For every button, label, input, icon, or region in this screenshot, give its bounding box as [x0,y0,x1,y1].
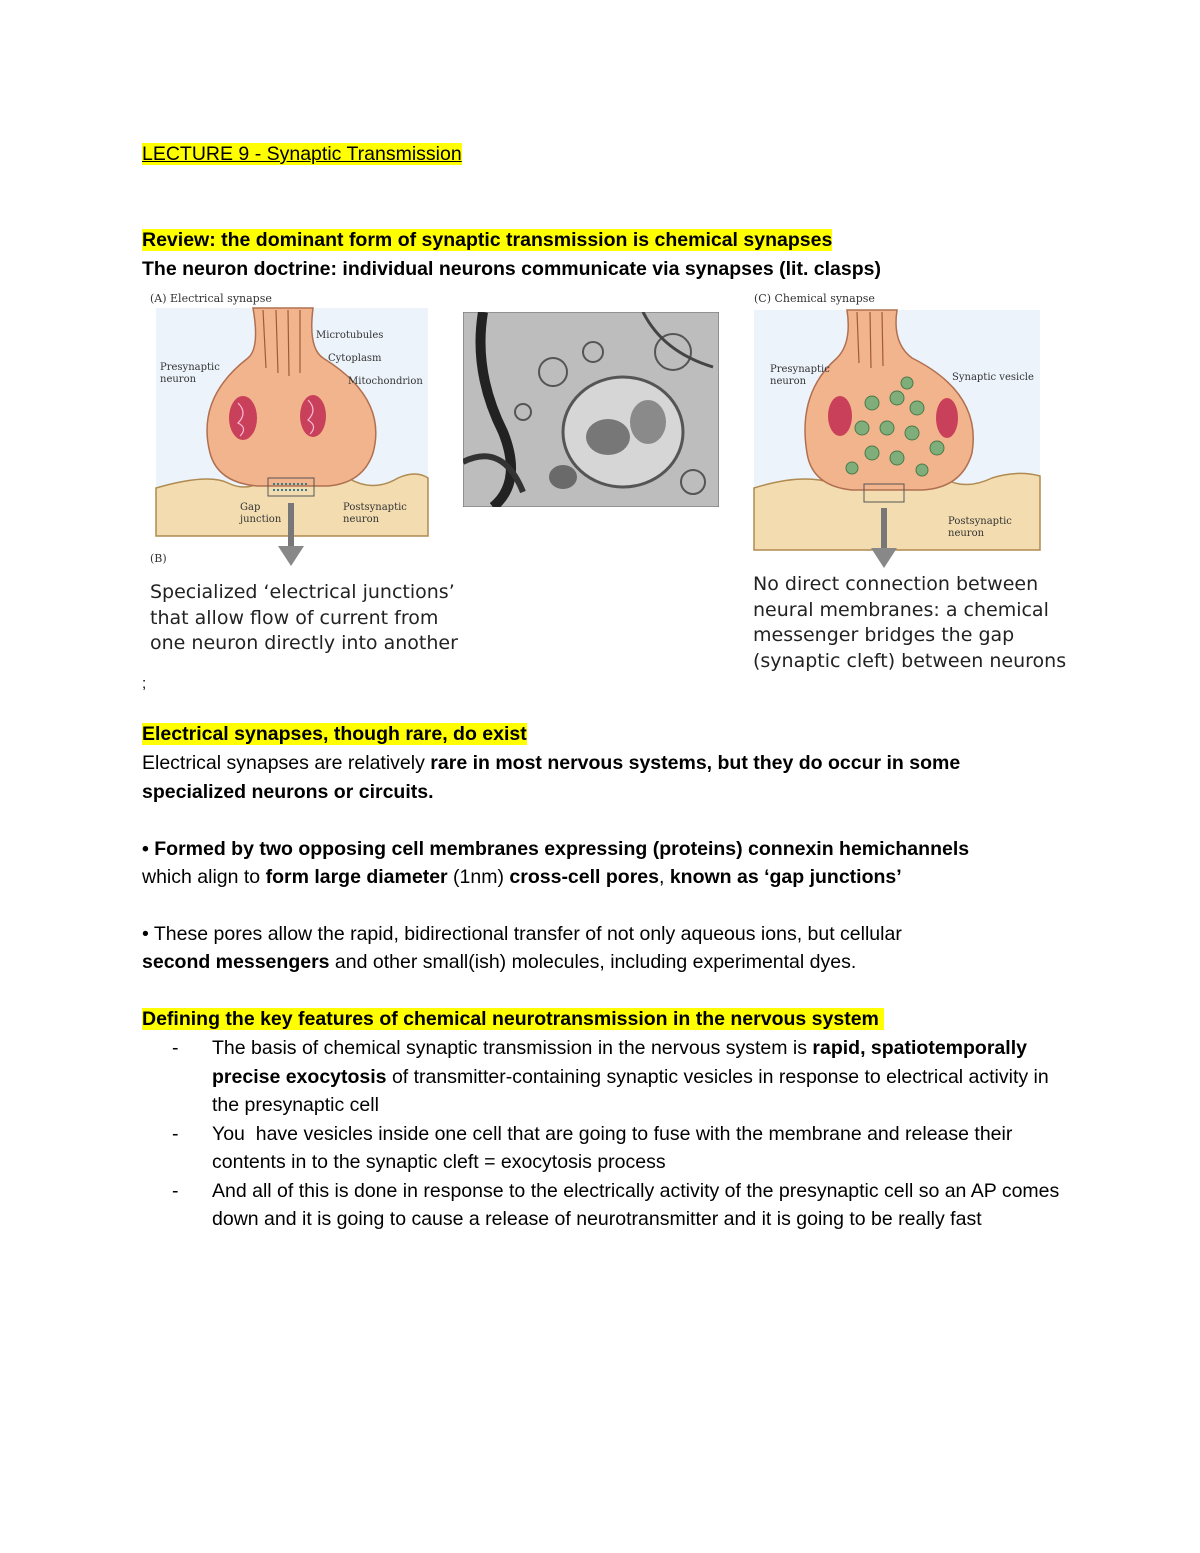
list-item-bold: rapid, spatiotemporally precise exocytosis [212,1037,1027,1088]
chemical-caption-line: No direct connection between [753,573,1039,595]
label-postsynaptic-neuron: neuron [343,514,380,525]
bullet1-bold: known as ‘gap junctions’ [664,866,902,888]
chemical-caption-line: neural membranes: a chemical [753,598,1049,621]
electrical-synapse-figure [148,288,448,578]
label-presynaptic: Presynaptic [160,362,220,373]
chemical-heading [142,1005,884,1033]
bullet2-bold: second messengers [142,951,330,973]
bullet2-line1: • These pores allow the rapid, bidirectional transfer of not only aqueous ions, but cellular [142,923,902,945]
electrical-synapse-diagram [148,288,448,578]
chemical-caption-line: messenger bridges the gap [753,624,1015,646]
electrical-heading [142,720,527,748]
label-gap: Gap [240,502,261,513]
label-mitochondrion: Mitochondrion [348,376,423,387]
bullet1-bold: cross-cell pores [509,866,659,888]
electrical-caption-line: Specialized ‘electrical junctions’ [150,581,455,603]
review-heading-text: Review: the dominant form of synaptic transmission is chemical synapses [142,229,833,251]
stray-mark: ; [142,675,147,692]
list-dash: - [172,1122,179,1145]
label-presynaptic-neuron: neuron [160,374,197,385]
label-microtubules: Microtubules [316,330,384,341]
electrical-caption-line: that allow flow of current from [150,606,439,629]
list-item-text: of transmitter-containing synaptic vesicles in response to electrical activity in the presynaptic cell [212,1065,1049,1116]
chemical-heading-text: Defining the key features of chemical neurotransmission in the nervous system [142,1008,885,1030]
electron-micrograph [463,312,719,507]
bullet1-text: which align to [142,866,266,888]
para1-line1 [142,749,960,777]
list-item [172,1177,1072,1234]
list-dash: - [172,1037,179,1059]
para1-text: Electrical synapses are relatively [142,752,431,774]
label-junction: junction [240,514,282,525]
bullet1-text: , [658,866,665,888]
bullet2-line2 [142,948,856,976]
chemical-caption [753,572,1066,674]
para1-bold: rare in most nervous systems, but they do occur in some [430,752,961,774]
title-text: LECTURE 9 - Synaptic Transmission [142,143,462,165]
panel-a-label: (A) Electrical synapse [150,292,272,305]
review-heading [142,226,832,254]
electrical-heading-text: Electrical synapses, though rare, do exist [142,723,527,745]
features-list [172,1034,1072,1234]
label-chem-presynaptic: Presynaptic [770,364,830,375]
list-item-text: You have vesicles inside one cell that are going to fuse with the membrane and release their contents in to the synaptic cleft = exocytosis process [212,1122,1018,1173]
label-chem-postsynaptic: Postsynaptic [948,516,1012,527]
label-chem-postsynaptic-neuron: neuron [948,528,985,539]
list-item [172,1120,1072,1177]
label-synaptic-vesicle: Synaptic vesicle [952,372,1034,383]
list-dash: - [172,1179,179,1202]
para1-line2: specialized neurons or circuits. [142,781,434,803]
list-item-text: And all of this is done in response to the electrically activity of the presynaptic cell so an AP comes down and it is going to cause a release of neurotransmitter and it is going to be really fast [212,1179,1060,1230]
electrical-caption [150,580,458,657]
electrical-caption-line: one neuron directly into another [150,632,458,654]
label-chem-presynaptic-neuron: neuron [770,376,807,387]
neuron-doctrine: The neuron doctrine: individual neurons communicate via synapses (lit. clasps) [142,258,882,280]
list-item [172,1034,1072,1120]
bullet1-text: (1nm) [447,866,510,888]
label-postsynaptic: Postsynaptic [343,502,407,513]
title [142,140,462,168]
panel-b-label: (B) [150,552,167,565]
bullet1-line2 [142,863,902,891]
bullet2-text: and other small(ish) molecules, including experimental dyes. [329,951,857,973]
list-item-text: The basis of chemical synaptic transmission in the nervous system is [212,1037,813,1059]
micrograph-image [463,312,719,507]
bullet1-line1: • Formed by two opposing cell membranes expressing (proteins) connexin hemichannels [142,838,970,860]
chemical-synapse-figure [752,288,1044,576]
chemical-caption-line: (synaptic cleft) between neurons [753,649,1067,672]
chemical-synapse-diagram [752,288,1044,576]
panel-c-label: (C) Chemical synapse [754,292,875,305]
bullet1-bold: form large diameter [265,866,448,888]
label-cytoplasm: Cytoplasm [328,353,382,364]
